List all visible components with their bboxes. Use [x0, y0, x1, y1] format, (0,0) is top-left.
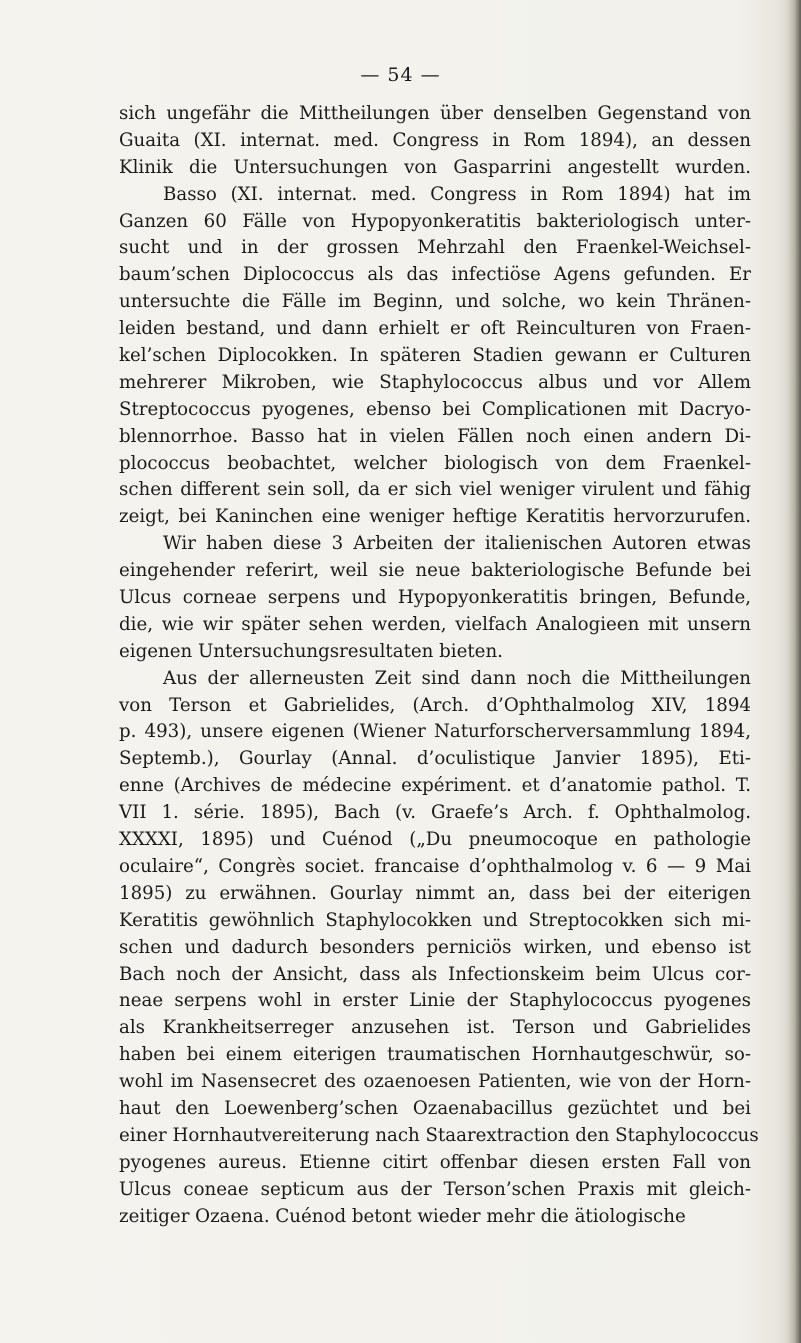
text-line: 1895) zu erwähnen. Gourlay nimmt an, dass bei der eiterigen [119, 882, 751, 904]
text-line: Guaita (XI. internat. med. Congress in Rom 1894), an dessen [119, 129, 751, 151]
text-line: baum’schen Diplococcus als das infectiöse Agens gefunden. Er [119, 264, 751, 286]
text-line: Ulcus coneae septicum aus der Terson’schen Praxis mit gleich- [119, 1178, 751, 1200]
text-line: pyogenes aureus. Etienne citirt offenbar diesen ersten Fall von [119, 1151, 751, 1173]
page-edge-shadow [787, 0, 801, 1343]
text-line: enne (Archives de médecine expériment. et d’anatomie pathol. T. [119, 775, 751, 797]
text-line: sich ungefähr die Mittheilungen über denselben Gegenstand von [119, 103, 751, 124]
text-line: Septemb.), Gourlay (Annal. d’oculistique Janvier 1895), Eti- [119, 748, 751, 770]
text-line: als Krankheitserreger anzusehen ist. Terson und Gabrielides [119, 1017, 751, 1039]
text-line: leiden bestand, und dann erhielt er oft Reinculturen von Fraen- [119, 318, 751, 340]
text-line: einer Hornhautvereiterung nach Staarextraction den Staphylococcus [119, 1124, 759, 1146]
text-line: VII 1. série. 1895), Bach (v. Graefe’s Arch. f. Ophthalmolog. [119, 802, 751, 824]
text-line: Klinik die Untersuchungen von Gasparrini angestellt wurden. [119, 156, 751, 178]
text-line: kel’schen Diplocokken. In späteren Stadien gewann er Culturen [119, 345, 751, 367]
text-line: Basso (XI. internat. med. Congress in Rom 1894) hat im [163, 183, 751, 205]
text-line: XXXXI, 1895) und Cuénod („Du pneumocoque en pathologie [119, 829, 751, 851]
text-line: sucht und in der grossen Mehrzahl den Fraenkel-Weichsel- [119, 237, 751, 259]
text-line: Ganzen 60 Fälle von Hypopyonkeratitis bakteriologisch unter- [119, 210, 751, 232]
text-line: Keratitis gewöhnlich Staphylocokken und Streptocokken sich mi- [119, 909, 751, 931]
text-line: Streptococcus pyogenes, ebenso bei Complicationen mit Dacryo- [119, 398, 751, 420]
text-line: neae serpens wohl in erster Linie der Staphylococcus pyogenes [119, 990, 751, 1012]
page-number: — 54 — [360, 64, 441, 86]
text-line: eingehender referirt, weil sie neue bakteriologische Befunde bei [119, 560, 751, 582]
text-line: mehrerer Mikroben, wie Staphylococcus albus und vor Allem [119, 371, 751, 393]
text-line: oculaire“, Congrès societ. francaise d’ophthalmolog v. 6 — 9 Mai [119, 855, 751, 877]
text-line: Bach noch der Ansicht, dass als Infectionskeim beim Ulcus cor- [119, 963, 751, 985]
text-line: die, wie wir später sehen werden, vielfach Analogieen mit unsern [119, 613, 751, 635]
text-line: plococcus beobachtet, welcher biologisch von dem Fraenkel- [119, 452, 751, 474]
text-line: blennorrhoe. Basso hat in vielen Fällen noch einen andern Di- [119, 425, 751, 447]
text-line: von Terson et Gabrielides, (Arch. d’Ophthalmolog XIV, 1894 [119, 694, 751, 716]
text-line: wohl im Nasensecret des ozaenoesen Patienten, wie von der Horn- [119, 1071, 751, 1093]
text-line: Aus der allerneusten Zeit sind dann noch die Mittheilungen [163, 667, 751, 689]
text-line: haben bei einem eiterigen traumatischen Hornhautgeschwür, so- [119, 1044, 751, 1066]
text-line: eigenen Untersuchungsresultaten bieten. [119, 640, 503, 662]
text-line: schen different sein soll, da er sich viel weniger virulent und fähig [119, 479, 751, 501]
body-text [119, 101, 759, 1230]
text-line: p. 493), unsere eigenen (Wiener Naturforscherversammlung 1894, [119, 721, 751, 743]
text-line: Ulcus corneae serpens und Hypopyonkeratitis bringen, Befunde, [119, 587, 751, 609]
text-line: schen und dadurch besonders perniciös wirken, und ebenso ist [119, 936, 751, 958]
text-line: zeigt, bei Kaninchen eine weniger heftige Keratitis hervorzurufen. [119, 506, 751, 528]
text-line: untersuchte die Fälle im Beginn, und solche, wo kein Thränen- [119, 291, 751, 313]
text-line: Wir haben diese 3 Arbeiten der italienischen Autoren etwas [163, 533, 751, 555]
text-line: zeitiger Ozaena. Cuénod betont wieder mehr die ätiologische [119, 1205, 686, 1227]
text-line: haut den Loewenberg’schen Ozaenabacillus gezüchtet und bei [119, 1097, 751, 1119]
